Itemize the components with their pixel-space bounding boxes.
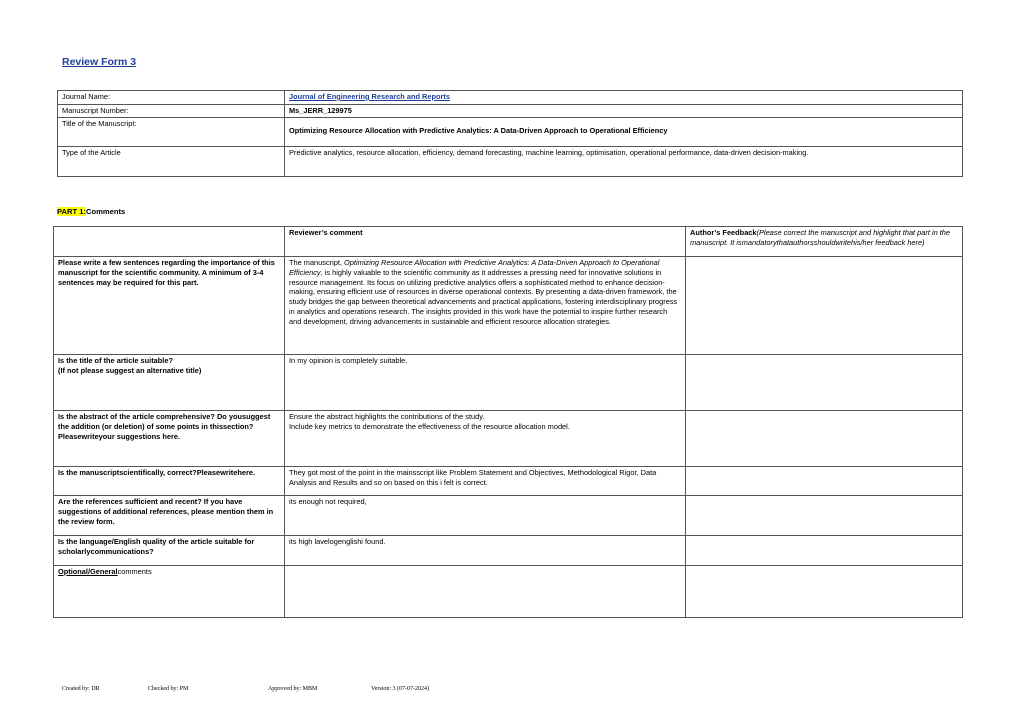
footer-approved-by: Approved by: MBM [268,686,318,692]
journal-link[interactable]: Journal of Engineering Research and Reports [289,92,450,101]
question-references: Are the references sufficient and recent? If you have suggestions of additional references, please mention them in the review form. [54,496,285,536]
reviewer-comment-importance [285,257,686,355]
header-author-feedback [686,227,963,257]
question-importance: Please write a few sentences regarding the importance of this manuscript for the scientific community. A minimum of 3-4 sentences may be required for this part. [54,257,285,355]
author-feedback-optional[interactable] [686,566,963,618]
comment-row-references [54,496,963,536]
comment-row-language [54,536,963,566]
author-feedback-title: Author’s Feedback [690,228,757,237]
manuscript-title-label: Title of the Manuscript: [58,118,285,147]
comment-row-scientific [54,467,963,496]
manuscript-title-row [58,118,963,147]
comment-row-title [54,355,963,411]
part1-label: PART 1: [57,207,86,216]
footer-version: Version: 3 (07-07-2024) [371,686,429,692]
manuscript-title-value: Optimizing Resource Allocation with Predictive Analytics: A Data-Driven Approach to Operational Efficiency [285,118,963,147]
author-feedback-title-cell[interactable] [686,355,963,411]
question-optional [54,566,285,618]
part1-heading [57,207,125,216]
footer-created-by: Created by: DR [62,686,100,692]
header-reviewer-comment: Reviewer’s comment [285,227,686,257]
manuscript-number-label: Manuscript Number: [58,105,285,118]
question-abstract: Is the abstract of the article comprehensive? Do yousuggest the addition (or deletion) of some points in thissection?Pleasewriteyour suggestions here. [54,411,285,467]
manuscript-info-table [57,90,963,177]
manuscript-number-row [58,105,963,118]
journal-label: Journal Name: [58,91,285,105]
footer-checked-by: Checked by: PM [148,686,189,692]
article-type-value: Predictive analytics, resource allocation, efficiency, demand forecasting, machine learning, optimisation, operational performance, data-driven decision-making. [285,147,963,177]
author-feedback-references[interactable] [686,496,963,536]
author-feedback-scientific[interactable] [686,467,963,496]
article-type-label: Type of the Article [58,147,285,177]
question-scientific: Is the manuscriptscientifically, correct?Pleasewritehere. [54,467,285,496]
author-feedback-abstract[interactable] [686,411,963,467]
author-feedback-language[interactable] [686,536,963,566]
author-feedback-importance[interactable] [686,257,963,355]
comment-body: , is highly valuable to the scientific community as it addresses a pressing need for innovative solutions in resource management. Its focus on utilizing predictive analytics offers a sophisticated method to enhance decision-making, ensuring efficient use of resources in diverse operational contexts. By presenting a data-driven framework, the study bridges the gap between theoretical advancements and practical applications, fostering interdisciplinary progress in analytics and operations research. The insights provided in this work have the potential to inspire further research and development, driving advancements in sustainable and efficient resource allocation strategies. [289,267,678,326]
comments-header-row [54,227,963,257]
form-title: Review Form 3 [62,56,137,68]
reviewer-comment-abstract: Ensure the abstract highlights the contributions of the study. Include key metrics to demonstrate the effectiveness of the resource allocation model. [285,411,686,467]
reviewer-comment-references: its enough not required, [285,496,686,536]
optional-comments-label: comments [117,567,152,576]
question-title: Is the title of the article suitable? (If not please suggest an alternative title) [54,355,285,411]
comment-prefix: The manuscript, [289,258,345,267]
reviewer-comment-title: In my opinion is completely suitable. [285,355,686,411]
reviewer-comment-language: its high lavelogenglishi found. [285,536,686,566]
question-language: Is the language/English quality of the article suitable for scholarlycommunications? [54,536,285,566]
reviewer-comment-scientific: They got most of the point in the mainsscript like Problem Statement and Objectives, Methodological Rigor, Data Analysis and Results and so on based on this i felt is correct. [285,467,686,496]
comment-row-optional [54,566,963,618]
comment-manuscript-title: Optimizing Resource Allocation with Predictive Analytics: A Data-Driven Approach to Operational Efficiency [289,258,660,277]
comment-row-importance [54,257,963,355]
reviewer-comment-optional [285,566,686,618]
article-type-row [58,147,963,177]
header-question-cell [54,227,285,257]
manuscript-number-value: Ms_JERR_129975 [285,105,963,118]
comment-row-abstract [54,411,963,467]
part1-label-suffix: Comments [85,207,126,216]
journal-row [58,91,963,105]
comments-table [53,226,963,618]
optional-general-label: Optional/General [58,567,118,576]
author-feedback-instructions: (Please correct the manuscript and highlight that part in the manuscript. It ismandatorythatauthorsshouldwritehis/her feedback here) [690,228,951,247]
